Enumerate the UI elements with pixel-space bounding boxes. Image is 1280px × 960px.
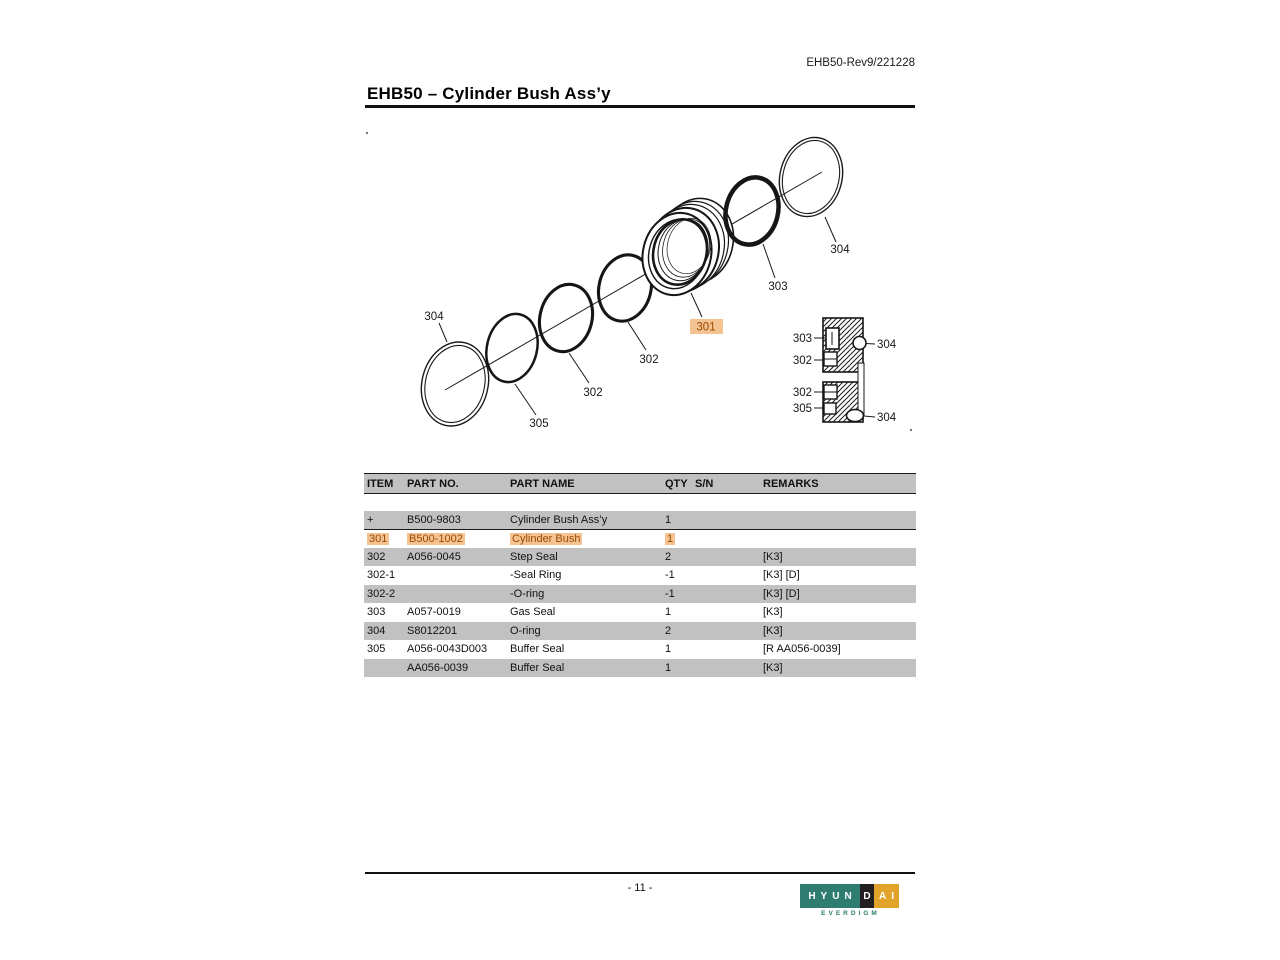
cell-remarks: [K3] [760, 603, 916, 622]
col-header-sn: S/N [692, 474, 760, 494]
label-302-a: 302 [583, 387, 603, 399]
col-header-remarks: REMARKS [760, 474, 916, 494]
cell-item: 303 [364, 603, 404, 622]
step-seal-302-a [533, 279, 600, 358]
cell-part-name: Buffer Seal [507, 659, 662, 678]
cell-sn [692, 640, 760, 659]
cell-qty: 1 [662, 529, 692, 548]
table-row [364, 548, 916, 567]
label-304-right: 304 [830, 244, 850, 256]
cell-sn [692, 566, 760, 585]
cell-part-name: Gas Seal [507, 603, 662, 622]
cell-sn [692, 622, 760, 641]
cross-section-inset [793, 318, 897, 424]
table-row [364, 603, 916, 622]
cell-qty: 1 [662, 659, 692, 678]
logo-segment-orange: AI [874, 884, 899, 908]
cell-qty: 2 [662, 622, 692, 641]
exploded-parts-diagram [360, 120, 920, 450]
label-301: 301 [696, 321, 716, 334]
inset-o-ring-304-bottom [847, 410, 864, 422]
stray-dot-top-left [366, 132, 368, 134]
cell-qty: 1 [662, 640, 692, 659]
label-304-left: 304 [424, 311, 444, 323]
cell-part-name: O-ring [507, 622, 662, 641]
inset-label-302-top: 302 [792, 355, 812, 367]
cell-sn [692, 659, 760, 678]
cell-item: 302-2 [364, 585, 404, 604]
cell-remarks: [K3] [D] [760, 585, 916, 604]
document-reference: EHB50-Rev9/221228 [806, 57, 915, 69]
assembly-axis-line [445, 172, 822, 390]
cell-remarks: [K3] [760, 622, 916, 641]
cell-item [364, 659, 404, 678]
footer-divider [365, 872, 915, 874]
page-title: EHB50 – Cylinder Bush Ass’y [367, 84, 611, 103]
label-305: 305 [529, 418, 549, 430]
cell-qty: -1 [662, 585, 692, 604]
cell-item: 301 [364, 529, 404, 548]
cell-part-name: Cylinder Bush [507, 529, 662, 548]
cell-part-no: A056-0045 [404, 548, 507, 567]
cell-qty: 1 [662, 511, 692, 530]
cell-item: 302-1 [364, 566, 404, 585]
logo-bar [800, 884, 898, 908]
cell-item: + [364, 511, 404, 530]
cell-part-no: A056-0043D003 [404, 640, 507, 659]
o-ring-304-right [771, 131, 851, 224]
cell-item: 302 [364, 548, 404, 567]
table-row [364, 511, 916, 530]
cell-part-name: -Seal Ring [507, 566, 662, 585]
cell-remarks [760, 511, 916, 530]
cell-part-name: Step Seal [507, 548, 662, 567]
logo-segment-teal: HYUN [800, 884, 860, 908]
table-row-highlighted [364, 529, 916, 548]
cell-remarks [760, 529, 916, 548]
col-header-part-no: PART NO. [404, 474, 507, 494]
inset-label-304-bottom: 304 [877, 412, 897, 424]
table-row [364, 659, 916, 678]
table-row [364, 622, 916, 641]
stray-dot-bottom-right [910, 429, 912, 431]
cell-qty: -1 [662, 566, 692, 585]
cell-qty: 2 [662, 548, 692, 567]
cell-item: 304 [364, 622, 404, 641]
table-header-row [364, 474, 916, 494]
hyundai-everdigm-logo [800, 884, 898, 917]
cell-part-no: B500-9803 [404, 511, 507, 530]
table-row [364, 585, 916, 604]
cell-sn [692, 585, 760, 604]
cell-remarks: [K3] [760, 659, 916, 678]
table-row [364, 566, 916, 585]
cell-remarks: [R AA056-0039] [760, 640, 916, 659]
cell-part-no: S8012201 [404, 622, 507, 641]
cell-part-name: Cylinder Bush Ass’y [507, 511, 662, 530]
cell-sn [692, 548, 760, 567]
logo-segment-black: D [860, 884, 874, 908]
col-header-qty: QTY [662, 474, 692, 494]
piston-rod-line [858, 363, 864, 416]
cell-sn [692, 529, 760, 548]
cell-sn [692, 511, 760, 530]
cell-part-name: -O-ring [507, 585, 662, 604]
label-303: 303 [768, 281, 788, 293]
cell-qty: 1 [662, 603, 692, 622]
label-302-b: 302 [639, 354, 659, 366]
cell-remarks: [K3] [760, 548, 916, 567]
inset-o-ring-304-top [853, 337, 866, 350]
cell-part-no [404, 566, 507, 585]
cell-item: 305 [364, 640, 404, 659]
inset-label-302-bottom: 302 [792, 387, 812, 399]
table-row [364, 640, 916, 659]
cell-part-no: AA056-0039 [404, 659, 507, 678]
page-number: - 11 - [627, 882, 653, 894]
inset-label-304-top: 304 [877, 339, 897, 351]
cell-part-no: B500-1002 [404, 529, 507, 548]
cell-part-no: A057-0019 [404, 603, 507, 622]
title-underline [365, 105, 915, 108]
table-spacer-row [364, 494, 916, 511]
inset-label-303: 303 [792, 333, 812, 345]
logo-subtitle: EVERDIGM [821, 910, 880, 917]
parts-table [364, 473, 916, 677]
inset-seal-305 [824, 403, 836, 414]
cell-sn [692, 603, 760, 622]
col-header-item: ITEM [364, 474, 404, 494]
cell-part-no [404, 585, 507, 604]
cell-part-name: Buffer Seal [507, 640, 662, 659]
cell-remarks: [K3] [D] [760, 566, 916, 585]
inset-label-305: 305 [792, 403, 812, 415]
col-header-part-name: PART NAME [507, 474, 662, 494]
